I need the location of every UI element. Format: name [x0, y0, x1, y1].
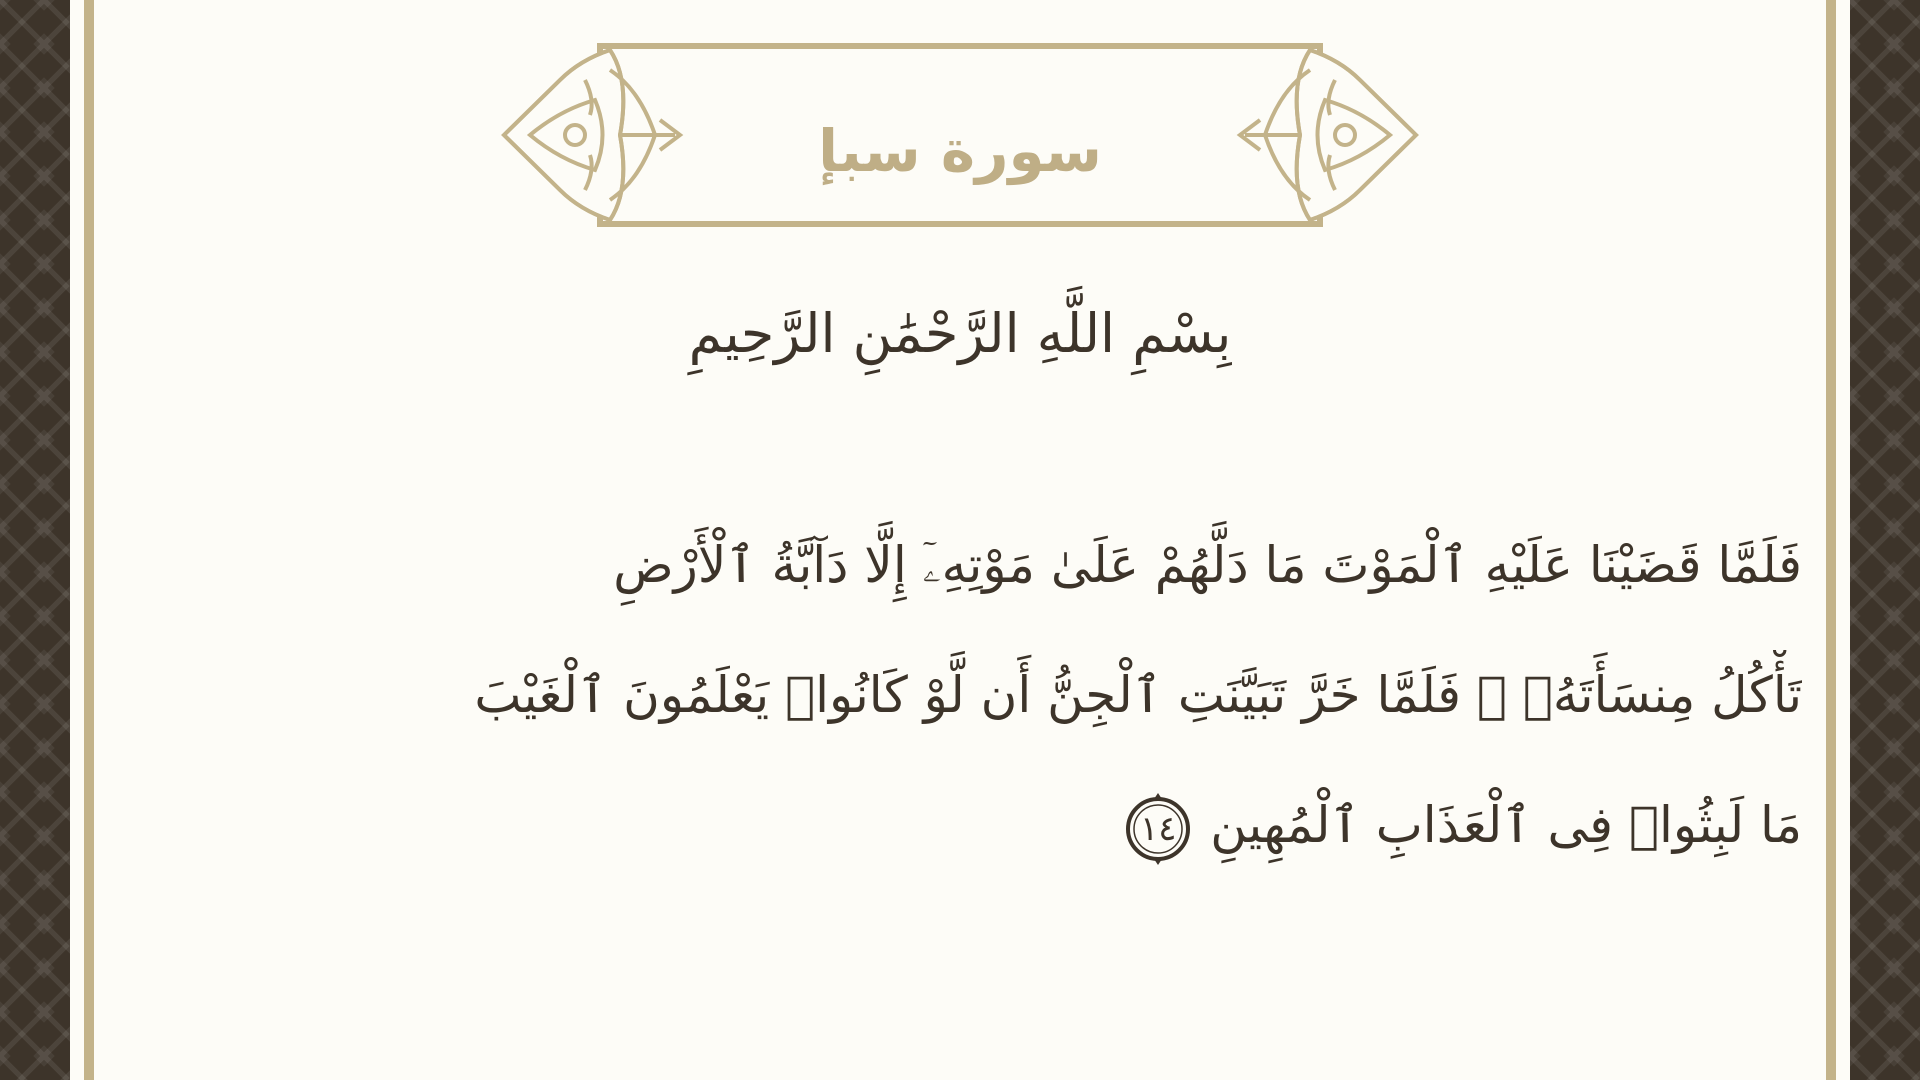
surah-title: سورة سبإ: [818, 117, 1102, 185]
surah-header: [500, 40, 1420, 230]
right-pattern-border: [1850, 0, 1920, 1080]
left-pattern-border: [0, 0, 70, 1080]
right-frame-line: [1826, 0, 1836, 1080]
right-frame-gap: [1836, 0, 1850, 1080]
verse-line-1: فَلَمَّا قَضَيْنَا عَلَيْهِ ٱلْمَوْتَ مَا دَلَّهُمْ عَلَىٰ مَوْتِهِۦٓ إِلَّا دَآبَّةُ ٱلْأَرْضِ: [613, 536, 1802, 594]
verse-text: [290, 520, 1802, 910]
verse-line-3: [290, 780, 1802, 910]
verse-line-2: تَأْكُلُ مِنسَأَتَهُۥ ۖ فَلَمَّا خَرَّ تَبَيَّنَتِ ٱلْجِنُّ أَن لَّوْ كَانُوا۟ يَعْلَمُونَ ٱلْغَيْبَ: [474, 666, 1802, 724]
ayah-end-rosette-icon: [1120, 791, 1196, 867]
verse-line-3-text: مَا لَبِثُوا۟ فِى ٱلْعَذَابِ ٱلْمُهِينِ: [1210, 796, 1802, 854]
basmala: بِسْمِ اللَّهِ الرَّحْمَٰنِ الرَّحِيمِ: [688, 302, 1232, 365]
left-frame-gap: [70, 0, 84, 1080]
ayah-number: ١٤: [1139, 808, 1177, 849]
left-frame-line: [84, 0, 94, 1080]
